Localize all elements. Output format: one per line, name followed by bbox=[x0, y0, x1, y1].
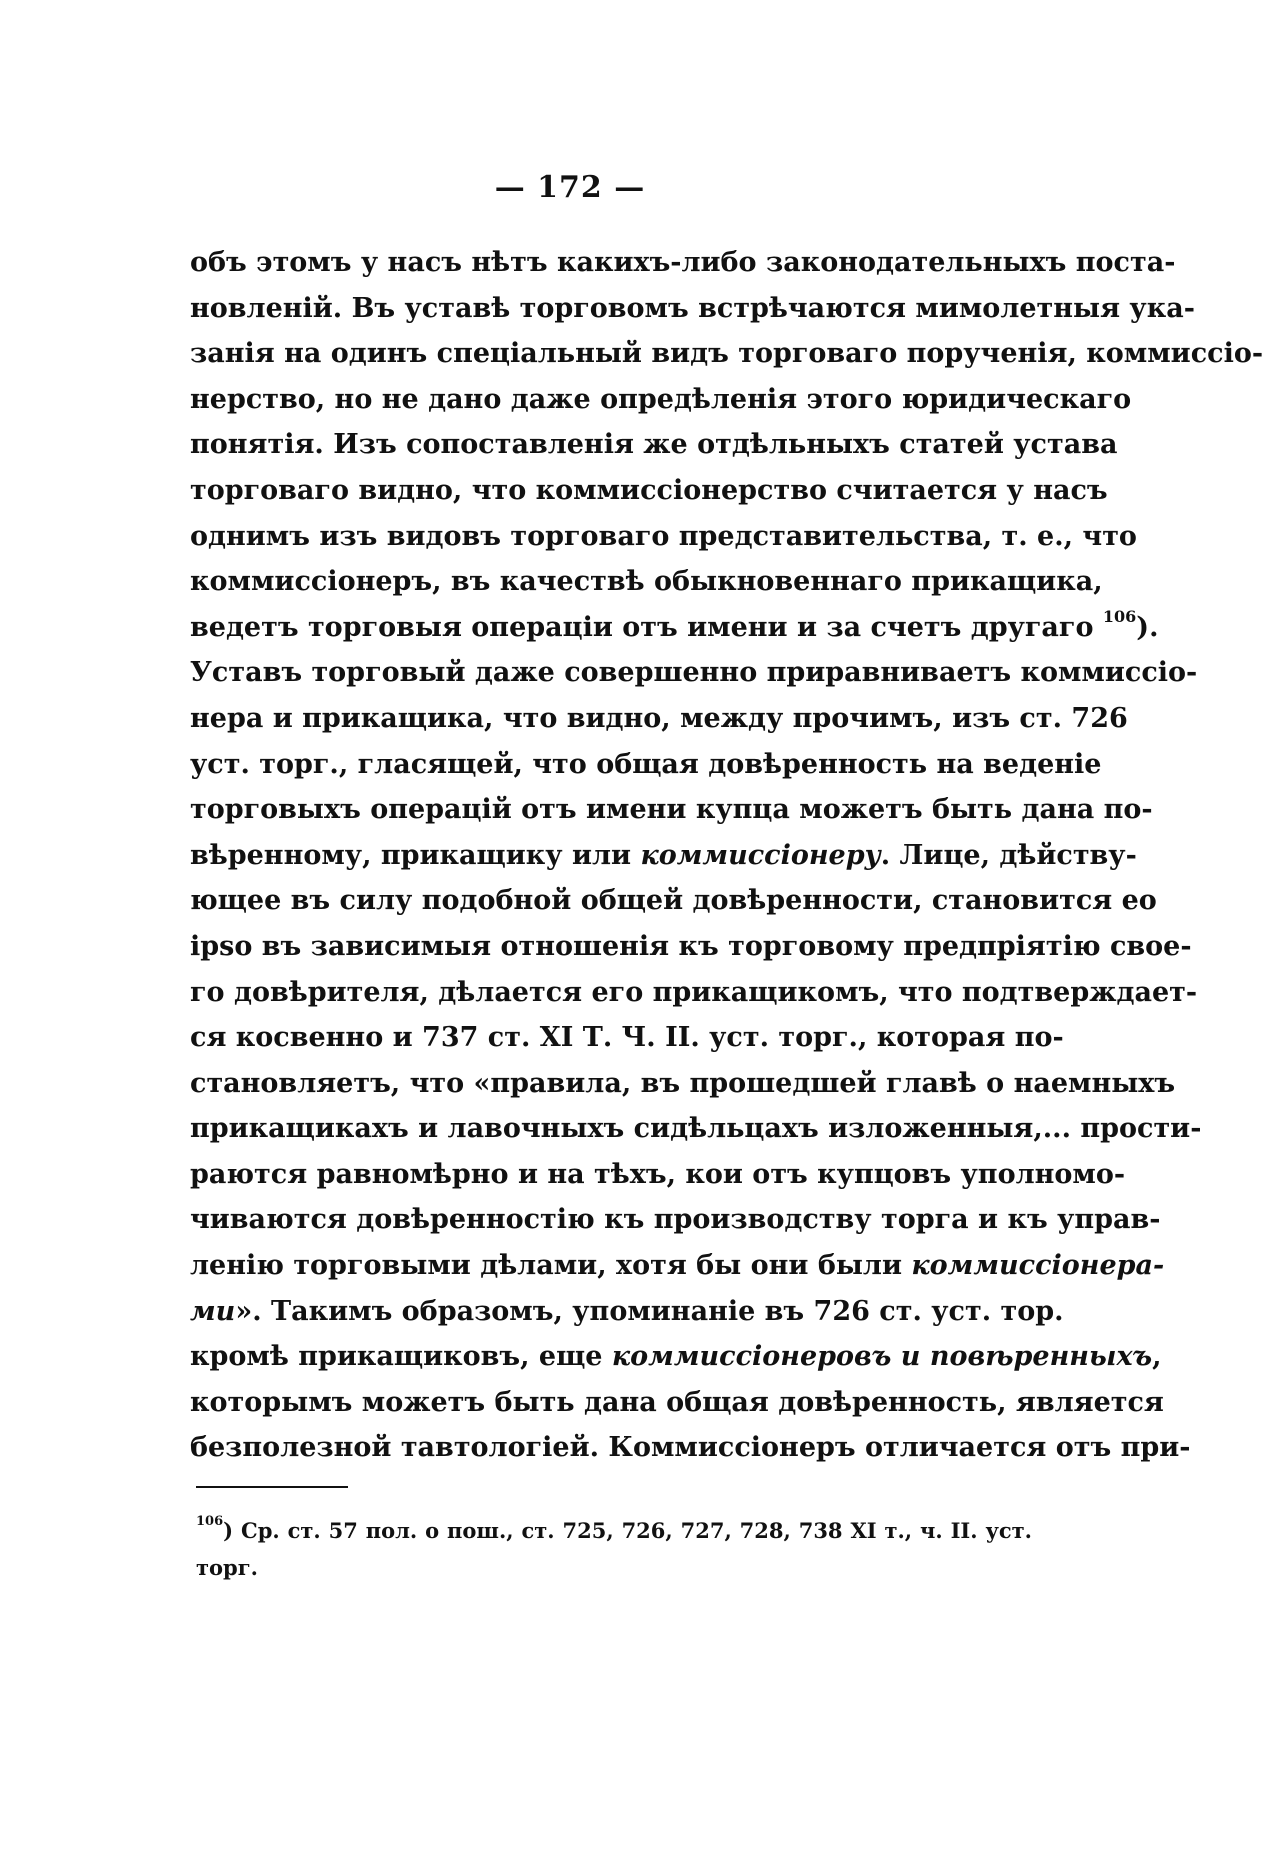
text-line-with-italic bbox=[190, 833, 1137, 879]
text-line: понятія. Изъ сопоставленія же отдѣльныхъ статей устава bbox=[190, 429, 1118, 461]
line-mid: ». bbox=[235, 1295, 271, 1327]
line-text: ленію торговыми дѣлами, хотя бы они были bbox=[190, 1250, 902, 1282]
text-line: нерство, но не дано даже опредѣленія этого юридическаго bbox=[190, 383, 1132, 415]
text-line-with-italic bbox=[190, 1243, 1165, 1289]
text-line: ipso въ зависимыя отношенія къ торговому предпріятію свое- bbox=[190, 930, 1192, 962]
text-line: нера и прикащика, что видно, между прочимъ, изъ ст. 726 bbox=[190, 702, 1128, 734]
text-line: объ этомъ у насъ нѣтъ какихъ-либо законодательныхъ поста- bbox=[190, 247, 1176, 278]
text-line: становляетъ, что «правила, въ прошедшей главѣ о наемныхъ bbox=[190, 1067, 1176, 1099]
text-line: новленій. Въ уставѣ торговомъ встрѣчаются мимолетныя ука- bbox=[190, 292, 1195, 324]
footnote-line: торг. bbox=[196, 1555, 258, 1580]
italic-text: ми bbox=[190, 1295, 236, 1327]
text-line: чиваются довѣренностію къ производству торга и къ управ- bbox=[190, 1204, 1161, 1236]
text-line-with-italic bbox=[190, 1334, 1162, 1380]
italic-text: коммиссіонеровъ и повѣренныхъ bbox=[611, 1341, 1153, 1373]
body-text bbox=[190, 240, 1263, 1471]
text-line: торговыхъ операцій отъ имени купца можетъ быть дана по- bbox=[190, 794, 1153, 826]
text-line: безполезной тавтологіей. Коммиссіонеръ отличается отъ при- bbox=[190, 1432, 1191, 1464]
footnote-line bbox=[196, 1512, 1032, 1549]
page-number: — 172 — bbox=[494, 170, 646, 205]
text-line: коммиссіонеръ, въ качествѣ обыкновеннаго прикащика, bbox=[190, 566, 1103, 598]
text-line: ющее въ силу подобной общей довѣренности, становится eo bbox=[190, 885, 1157, 917]
line-text: вѣренному, прикащику или bbox=[190, 839, 632, 871]
line-text: Такимъ образомъ, упоминаніе въ 726 ст. уст. тор. bbox=[271, 1295, 1064, 1327]
footnote-divider bbox=[196, 1486, 348, 1488]
text-line-with-footnote-ref bbox=[190, 605, 1159, 651]
text-line: торговаго видно, что коммиссіонерство считается у насъ bbox=[190, 474, 1108, 506]
text-line-with-italic bbox=[190, 1289, 1064, 1335]
footnote-mark: 106 bbox=[196, 1514, 224, 1529]
text-line: которымъ можетъ быть дана общая довѣренность, является bbox=[190, 1386, 1164, 1418]
text-line: занія на одинъ спеціальный видъ торговаго порученія, коммиссіо- bbox=[190, 338, 1263, 370]
text-line: прикащикахъ и лавочныхъ сидѣльцахъ изложенныя,... прости- bbox=[190, 1113, 1202, 1145]
line-text: ведетъ торговыя операціи отъ имени и за счетъ другаго bbox=[190, 611, 1094, 643]
line-tail: . Лице, дѣйству- bbox=[880, 839, 1137, 871]
footnote bbox=[196, 1512, 1032, 1586]
italic-text: коммиссіонеру bbox=[640, 839, 881, 871]
line-tail: , bbox=[1152, 1341, 1162, 1373]
text-line: ся косвенно и 737 ст. XI Т. Ч. II. уст. торг., которая по- bbox=[190, 1022, 1064, 1054]
footnote-ref-mark: 106 bbox=[1102, 606, 1137, 626]
text-line: однимъ изъ видовъ торговаго представительства, т. е., что bbox=[190, 520, 1137, 552]
ref-close: ). bbox=[1136, 611, 1159, 643]
italic-text: коммиссіонера- bbox=[911, 1250, 1165, 1282]
text-line: уст. торг., гласящей, что общая довѣренность на веденіе bbox=[190, 748, 1102, 780]
line-text: кромѣ прикащиковъ, еще bbox=[190, 1341, 603, 1373]
text-line: Уставъ торговый даже совершенно приравниваетъ коммиссіо- bbox=[190, 657, 1198, 689]
footnote-text: ) Ср. ст. 57 пол. о пош., ст. 725, 726, 727, 728, 738 XI т., ч. II. уст. bbox=[223, 1518, 1032, 1543]
text-line: го довѣрителя, дѣлается его прикащикомъ, что подтверждает- bbox=[190, 976, 1198, 1008]
text-line: раются равномѣрно и на тѣхъ, кои отъ купцовъ уполномо- bbox=[190, 1158, 1126, 1190]
